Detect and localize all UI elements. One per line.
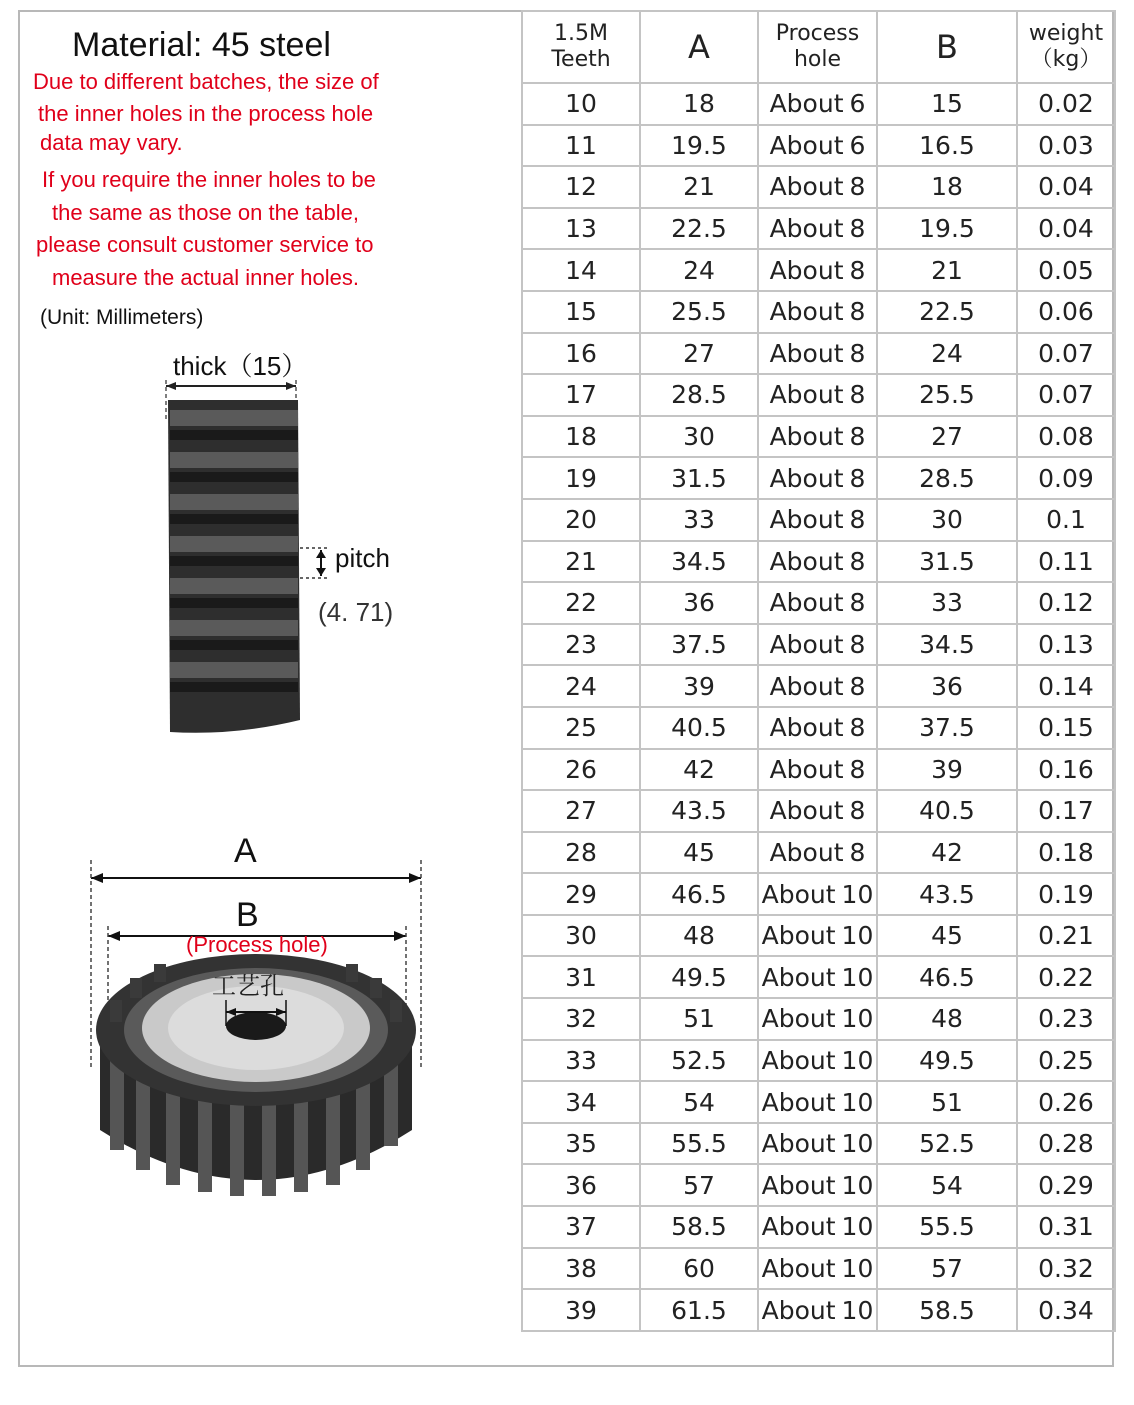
about-label: About: [761, 1212, 836, 1242]
process-hole-cell: [758, 83, 877, 125]
header-teeth-line2: Teeth: [551, 47, 611, 72]
process-hole-value: 8: [849, 754, 866, 784]
b-cell: 55.5: [877, 1206, 1017, 1248]
a-cell: 52.5: [640, 1040, 758, 1082]
weight-cell: 0.25: [1017, 1040, 1115, 1082]
teeth-cell: 27: [522, 790, 640, 832]
table-row: [522, 873, 1115, 915]
b-cell: 46.5: [877, 956, 1017, 998]
b-cell: 57: [877, 1248, 1017, 1290]
about-label: About: [769, 422, 844, 452]
weight-cell: 0.29: [1017, 1164, 1115, 1206]
table-row: [522, 1164, 1115, 1206]
about-label: About: [769, 130, 844, 160]
process-hole-value: 10: [841, 921, 874, 951]
process-hole-cell: [758, 1123, 877, 1165]
about-label: About: [769, 380, 844, 410]
dimension-a-label: A: [234, 832, 257, 870]
header-b: B: [877, 11, 1017, 83]
b-cell: 19.5: [877, 208, 1017, 250]
process-hole-value: 6: [849, 130, 866, 160]
process-hole-cell: [758, 582, 877, 624]
teeth-cell: 11: [522, 125, 640, 167]
table-row: [522, 499, 1115, 541]
about-label: About: [769, 255, 844, 285]
gear-spec-table: [521, 10, 1116, 1332]
b-cell: 34.5: [877, 624, 1017, 666]
process-hole-value: 10: [841, 1004, 874, 1034]
note-line-4: If you require the inner holes to be: [42, 167, 376, 192]
b-cell: 51: [877, 1081, 1017, 1123]
weight-cell: 0.03: [1017, 125, 1115, 167]
a-cell: 48: [640, 915, 758, 957]
table-row: [522, 374, 1115, 416]
about-label: About: [769, 546, 844, 576]
process-hole-cell: [758, 374, 877, 416]
table-row: [522, 956, 1115, 998]
b-cell: 25.5: [877, 374, 1017, 416]
teeth-cell: 30: [522, 915, 640, 957]
weight-cell: 0.07: [1017, 333, 1115, 375]
process-hole-cell: [758, 249, 877, 291]
a-cell: 39: [640, 665, 758, 707]
a-cell: 21: [640, 166, 758, 208]
process-hole-value: 10: [841, 1170, 874, 1200]
about-label: About: [769, 671, 844, 701]
pitch-label: pitch: [335, 543, 390, 573]
process-hole-value: 8: [849, 172, 866, 202]
process-hole-value: 8: [849, 463, 866, 493]
about-label: About: [761, 1004, 836, 1034]
note-line-2: the inner holes in the process hole: [38, 101, 374, 126]
a-cell: 58.5: [640, 1206, 758, 1248]
a-cell: 37.5: [640, 624, 758, 666]
about-label: About: [761, 1170, 836, 1200]
weight-cell: 0.31: [1017, 1206, 1115, 1248]
table-header-row: [522, 11, 1115, 83]
process-hole-cell: [758, 208, 877, 250]
a-cell: 33: [640, 499, 758, 541]
table-row: [522, 665, 1115, 707]
about-label: About: [761, 921, 836, 951]
table-row: [522, 749, 1115, 791]
table-row: [522, 1289, 1115, 1331]
table-row: [522, 915, 1115, 957]
table-row: [522, 291, 1115, 333]
about-label: About: [769, 463, 844, 493]
a-cell: 27: [640, 333, 758, 375]
table-row: [522, 1206, 1115, 1248]
table-row: [522, 790, 1115, 832]
about-label: About: [769, 172, 844, 202]
table-row: [522, 998, 1115, 1040]
teeth-cell: 38: [522, 1248, 640, 1290]
teeth-cell: 37: [522, 1206, 640, 1248]
teeth-cell: 25: [522, 707, 640, 749]
table-row: [522, 457, 1115, 499]
about-label: About: [769, 338, 844, 368]
a-cell: 36: [640, 582, 758, 624]
b-cell: 15: [877, 83, 1017, 125]
table-row: [522, 416, 1115, 458]
table-row: [522, 1123, 1115, 1165]
process-hole-cell: [758, 291, 877, 333]
weight-cell: 0.21: [1017, 915, 1115, 957]
teeth-cell: 34: [522, 1081, 640, 1123]
header-weight-line1: weight: [1028, 20, 1104, 46]
process-hole-cell: [758, 624, 877, 666]
process-hole-value: 10: [841, 1045, 874, 1075]
b-cell: 21: [877, 249, 1017, 291]
a-cell: 24: [640, 249, 758, 291]
table-row: [522, 582, 1115, 624]
process-hole-value: 8: [849, 297, 866, 327]
teeth-cell: 18: [522, 416, 640, 458]
a-cell: 40.5: [640, 707, 758, 749]
process-hole-cell: [758, 873, 877, 915]
table-row: [522, 1081, 1115, 1123]
a-cell: 60: [640, 1248, 758, 1290]
table-row: [522, 832, 1115, 874]
dimension-b-label: B: [236, 896, 259, 934]
about-label: About: [761, 962, 836, 992]
a-cell: 55.5: [640, 1123, 758, 1165]
about-label: About: [761, 1253, 836, 1283]
process-hole-value: 10: [841, 1129, 874, 1159]
teeth-cell: 19: [522, 457, 640, 499]
process-hole-cell: [758, 998, 877, 1040]
a-cell: 18: [640, 83, 758, 125]
pitch-value: (4. 71): [318, 597, 394, 627]
process-hole-cell: [758, 499, 877, 541]
weight-cell: 0.08: [1017, 416, 1115, 458]
process-hole-cell: [758, 790, 877, 832]
about-label: About: [769, 505, 844, 535]
weight-cell: 0.19: [1017, 873, 1115, 915]
process-hole-value: 8: [849, 338, 866, 368]
teeth-cell: 10: [522, 83, 640, 125]
weight-cell: 0.04: [1017, 166, 1115, 208]
teeth-cell: 14: [522, 249, 640, 291]
process-hole-cell: [758, 707, 877, 749]
note-line-3: data may vary.: [40, 130, 183, 155]
process-hole-cell: [758, 915, 877, 957]
process-hole-cell: [758, 166, 877, 208]
process-hole-cell: [758, 125, 877, 167]
teeth-cell: 21: [522, 541, 640, 583]
weight-cell: 0.16: [1017, 749, 1115, 791]
a-cell: 19.5: [640, 125, 758, 167]
weight-cell: 0.02: [1017, 83, 1115, 125]
teeth-cell: 28: [522, 832, 640, 874]
a-cell: 57: [640, 1164, 758, 1206]
teeth-cell: 22: [522, 582, 640, 624]
table-row: [522, 333, 1115, 375]
b-cell: 52.5: [877, 1123, 1017, 1165]
teeth-cell: 39: [522, 1289, 640, 1331]
process-hole-cell: [758, 1040, 877, 1082]
process-hole-cell: [758, 1164, 877, 1206]
about-label: About: [769, 297, 844, 327]
a-cell: 43.5: [640, 790, 758, 832]
header-hole-line1: Process: [775, 20, 860, 46]
about-label: About: [769, 796, 844, 826]
process-hole-label: (Process hole): [186, 932, 328, 957]
weight-cell: 0.06: [1017, 291, 1115, 333]
process-hole-value: 10: [841, 1295, 874, 1325]
process-hole-cell: [758, 749, 877, 791]
table-row: [522, 1040, 1115, 1082]
process-hole-cell: [758, 541, 877, 583]
about-label: About: [769, 630, 844, 660]
weight-cell: 0.22: [1017, 956, 1115, 998]
a-cell: 31.5: [640, 457, 758, 499]
header-teeth: [522, 11, 640, 83]
weight-cell: 0.11: [1017, 541, 1115, 583]
weight-cell: 0.07: [1017, 374, 1115, 416]
weight-cell: 0.12: [1017, 582, 1115, 624]
b-cell: 30: [877, 499, 1017, 541]
process-hole-chinese-label: 工艺孔: [212, 973, 284, 1000]
teeth-cell: 12: [522, 166, 640, 208]
a-cell: 45: [640, 832, 758, 874]
about-label: About: [769, 214, 844, 244]
b-cell: 54: [877, 1164, 1017, 1206]
b-cell: 31.5: [877, 541, 1017, 583]
b-cell: 37.5: [877, 707, 1017, 749]
weight-cell: 0.34: [1017, 1289, 1115, 1331]
weight-cell: 0.32: [1017, 1248, 1115, 1290]
process-hole-value: 10: [841, 879, 874, 909]
b-cell: 48: [877, 998, 1017, 1040]
header-process-hole: [758, 11, 877, 83]
process-hole-cell: [758, 956, 877, 998]
teeth-cell: 36: [522, 1164, 640, 1206]
process-hole-value: 8: [849, 630, 866, 660]
teeth-cell: 20: [522, 499, 640, 541]
process-hole-cell: [758, 1248, 877, 1290]
process-hole-value: 8: [849, 837, 866, 867]
teeth-cell: 35: [522, 1123, 640, 1165]
table-row: [522, 125, 1115, 167]
teeth-cell: 17: [522, 374, 640, 416]
table-row: [522, 707, 1115, 749]
process-hole-value: 6: [849, 89, 866, 119]
teeth-cell: 26: [522, 749, 640, 791]
process-hole-value: 8: [849, 546, 866, 576]
weight-cell: 0.13: [1017, 624, 1115, 666]
b-cell: 24: [877, 333, 1017, 375]
teeth-cell: 15: [522, 291, 640, 333]
table-row: [522, 83, 1115, 125]
table-row: [522, 541, 1115, 583]
note-line-1: Due to different batches, the size of: [33, 69, 379, 94]
about-label: About: [761, 1295, 836, 1325]
a-cell: 49.5: [640, 956, 758, 998]
a-cell: 61.5: [640, 1289, 758, 1331]
gear-front-view: [70, 830, 440, 1230]
teeth-cell: 16: [522, 333, 640, 375]
a-cell: 22.5: [640, 208, 758, 250]
about-label: About: [769, 754, 844, 784]
about-label: About: [769, 837, 844, 867]
thickness-label: thick（15）: [173, 351, 308, 381]
table-row: [522, 624, 1115, 666]
weight-cell: 0.09: [1017, 457, 1115, 499]
about-label: About: [769, 713, 844, 743]
b-cell: 42: [877, 832, 1017, 874]
b-cell: 27: [877, 416, 1017, 458]
process-hole-value: 8: [849, 380, 866, 410]
table-row: [522, 166, 1115, 208]
material-title: Material: 45 steel: [72, 26, 331, 64]
process-hole-cell: [758, 1081, 877, 1123]
about-label: About: [769, 89, 844, 119]
table-row: [522, 1248, 1115, 1290]
about-label: About: [761, 1045, 836, 1075]
process-hole-value: 8: [849, 214, 866, 244]
weight-cell: 0.18: [1017, 832, 1115, 874]
table-row: [522, 249, 1115, 291]
process-hole-value: 8: [849, 796, 866, 826]
a-cell: 54: [640, 1081, 758, 1123]
about-label: About: [761, 1129, 836, 1159]
process-hole-value: 10: [841, 962, 874, 992]
process-hole-cell: [758, 457, 877, 499]
teeth-cell: 23: [522, 624, 640, 666]
process-hole-cell: [758, 665, 877, 707]
b-cell: 22.5: [877, 291, 1017, 333]
b-cell: 58.5: [877, 1289, 1017, 1331]
a-cell: 51: [640, 998, 758, 1040]
process-hole-cell: [758, 1289, 877, 1331]
note-line-6: please consult customer service to: [36, 232, 374, 257]
table-body: [522, 83, 1115, 1331]
header-a: A: [640, 11, 758, 83]
teeth-cell: 29: [522, 873, 640, 915]
note-line-5: the same as those on the table,: [52, 200, 359, 225]
process-hole-value: 8: [849, 588, 866, 618]
teeth-cell: 32: [522, 998, 640, 1040]
weight-cell: 0.1: [1017, 499, 1115, 541]
teeth-cell: 24: [522, 665, 640, 707]
b-cell: 39: [877, 749, 1017, 791]
teeth-cell: 31: [522, 956, 640, 998]
process-hole-cell: [758, 333, 877, 375]
b-cell: 45: [877, 915, 1017, 957]
process-hole-cell: [758, 832, 877, 874]
process-hole-value: 8: [849, 422, 866, 452]
teeth-cell: 33: [522, 1040, 640, 1082]
header-teeth-line1: 1.5M: [554, 20, 608, 46]
a-cell: 42: [640, 749, 758, 791]
header-weight: [1017, 11, 1115, 83]
about-label: About: [761, 1087, 836, 1117]
b-cell: 43.5: [877, 873, 1017, 915]
b-cell: 18: [877, 166, 1017, 208]
header-hole-line2: hole: [793, 47, 842, 72]
process-hole-value: 8: [849, 505, 866, 535]
a-cell: 34.5: [640, 541, 758, 583]
a-cell: 46.5: [640, 873, 758, 915]
process-hole-value: 8: [849, 671, 866, 701]
weight-cell: 0.17: [1017, 790, 1115, 832]
process-hole-value: 10: [841, 1212, 874, 1242]
note-line-7: measure the actual inner holes.: [52, 265, 359, 290]
b-cell: 40.5: [877, 790, 1017, 832]
a-cell: 28.5: [640, 374, 758, 416]
process-hole-value: 10: [841, 1253, 874, 1283]
b-cell: 49.5: [877, 1040, 1017, 1082]
header-weight-line2: （kg）: [1030, 47, 1102, 72]
process-hole-value: 8: [849, 255, 866, 285]
process-hole-value: 8: [849, 713, 866, 743]
weight-cell: 0.04: [1017, 208, 1115, 250]
b-cell: 28.5: [877, 457, 1017, 499]
table-row: [522, 208, 1115, 250]
teeth-cell: 13: [522, 208, 640, 250]
weight-cell: 0.28: [1017, 1123, 1115, 1165]
b-cell: 33: [877, 582, 1017, 624]
b-cell: 16.5: [877, 125, 1017, 167]
unit-label: (Unit: Millimeters): [40, 306, 204, 329]
weight-cell: 0.26: [1017, 1081, 1115, 1123]
about-label: About: [761, 879, 836, 909]
a-cell: 30: [640, 416, 758, 458]
weight-cell: 0.05: [1017, 249, 1115, 291]
process-hole-cell: [758, 416, 877, 458]
weight-cell: 0.23: [1017, 998, 1115, 1040]
process-hole-value: 10: [841, 1087, 874, 1117]
weight-cell: 0.15: [1017, 707, 1115, 749]
weight-cell: 0.14: [1017, 665, 1115, 707]
about-label: About: [769, 588, 844, 618]
process-hole-cell: [758, 1206, 877, 1248]
b-cell: 36: [877, 665, 1017, 707]
a-cell: 25.5: [640, 291, 758, 333]
